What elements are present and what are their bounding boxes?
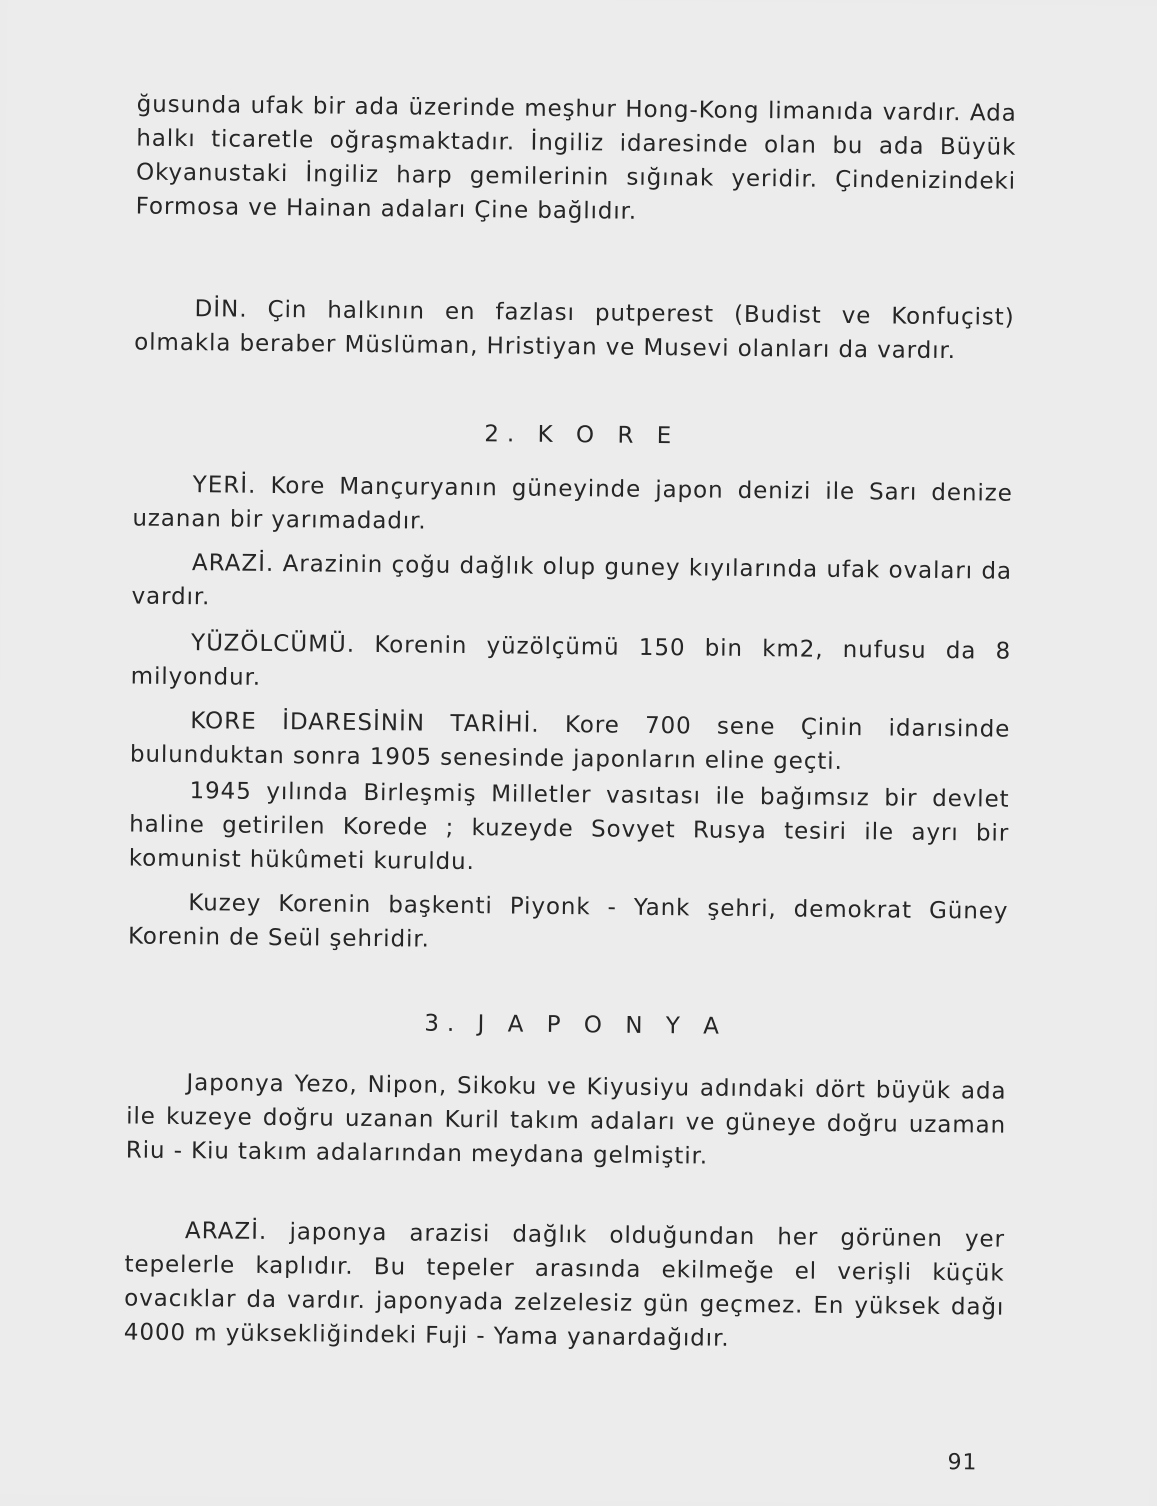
paragraph-din: DİN. Çin halkının en fazlası putperest (Budist ve Konfuçist) olmakla beraber Müslüman, Hristiyan ve Musevi olanları da vardır. [134, 296, 1015, 365]
paragraph-arazi-japonya: ARAZİ. japonya arazisi dağlık olduğundan her görünen yer tepelerle kaplıdır. Bu tepeler arasında ekilmeğe el verişli küçük ovacıklar da vardır. japonyada zelzelesiz gün geçmez. En yüksek dağı 4000 m yüksekliğindeki Fuji - Yama yanardağıdır. [123, 1218, 1006, 1352]
section-label-arazi: ARAZİ. [191, 550, 275, 577]
section-label-yuzolcumu: YÜZÖLCÜMÜ. [190, 630, 356, 658]
section-label-arazi-japonya: ARAZİ. [184, 1218, 268, 1245]
paragraph-1945: 1945 yılında Birleşmiş Milletler vasıtası ile bağımsız bir devlet haline getirilen Korede ; kuzeyde Sovyet Rusya tesiri ile ayrı bir komunist hükûmeti kuruldu. [128, 778, 1010, 876]
paragraph-arazi-kore: ARAZİ. Arazinin çoğu dağlık olup guney kıyılarında ufak ovaları da vardır. [131, 550, 1013, 611]
paragraph-kore-tarihi: KORE İDARESİNİN TARİHİ. Kore 700 sene Çinin idarısinde bulunduktan sonra 1905 senesinde japonların eline geçti. [129, 708, 1011, 775]
paragraph-hong-kong: ğusunda ufak bir ada üzerinde meşhur Hong-Kong limanıda vardır. Ada halkı ticaretle oğraşmaktadır. İngiliz idaresinde olan bu ada Büyük Okyanustaki İngiliz harp gemilerinin sığınak yeridir. Çindenizindeki Formosa ve Hainan adaları Çine bağlıdır. [135, 91, 1017, 225]
section-label-din: DİN. [194, 296, 248, 323]
section-heading-kore: 2. K O R E [484, 421, 680, 450]
section-label-tarih: KORE İDARESİNİN TARİHİ. [190, 708, 540, 738]
page-number: 91 [947, 1450, 978, 1476]
paragraph-yeri: YERİ. Kore Mançuryanın güneyinde japon denizi ile Sarı denize uzanan bir yarımadadır. [132, 472, 1013, 535]
paragraph-baskent: Kuzey Korenin başkenti Piyonk - Yank şehri, demokrat Güney Korenin de Seül şehridir. [127, 890, 1009, 953]
paragraph-japonya: Japonya Yezo, Nipon, Sikoku ve Kiyusiyu adındaki dört büyük ada ile kuzeye doğru uzanan Kuril takım adaları ve güneye doğru uzaman Riu - Kiu takım adalarından meydana gelmiştir. [125, 1070, 1007, 1170]
paragraph-yuzolcumu: YÜZÖLCÜMÜ. Korenin yüzölçümü 150 bin km2, nufusu da 8 milyondur. [130, 630, 1012, 691]
section-label-yeri: YERİ. [192, 472, 257, 499]
section-heading-japonya: 3. J A P O N Y A [424, 1010, 728, 1040]
